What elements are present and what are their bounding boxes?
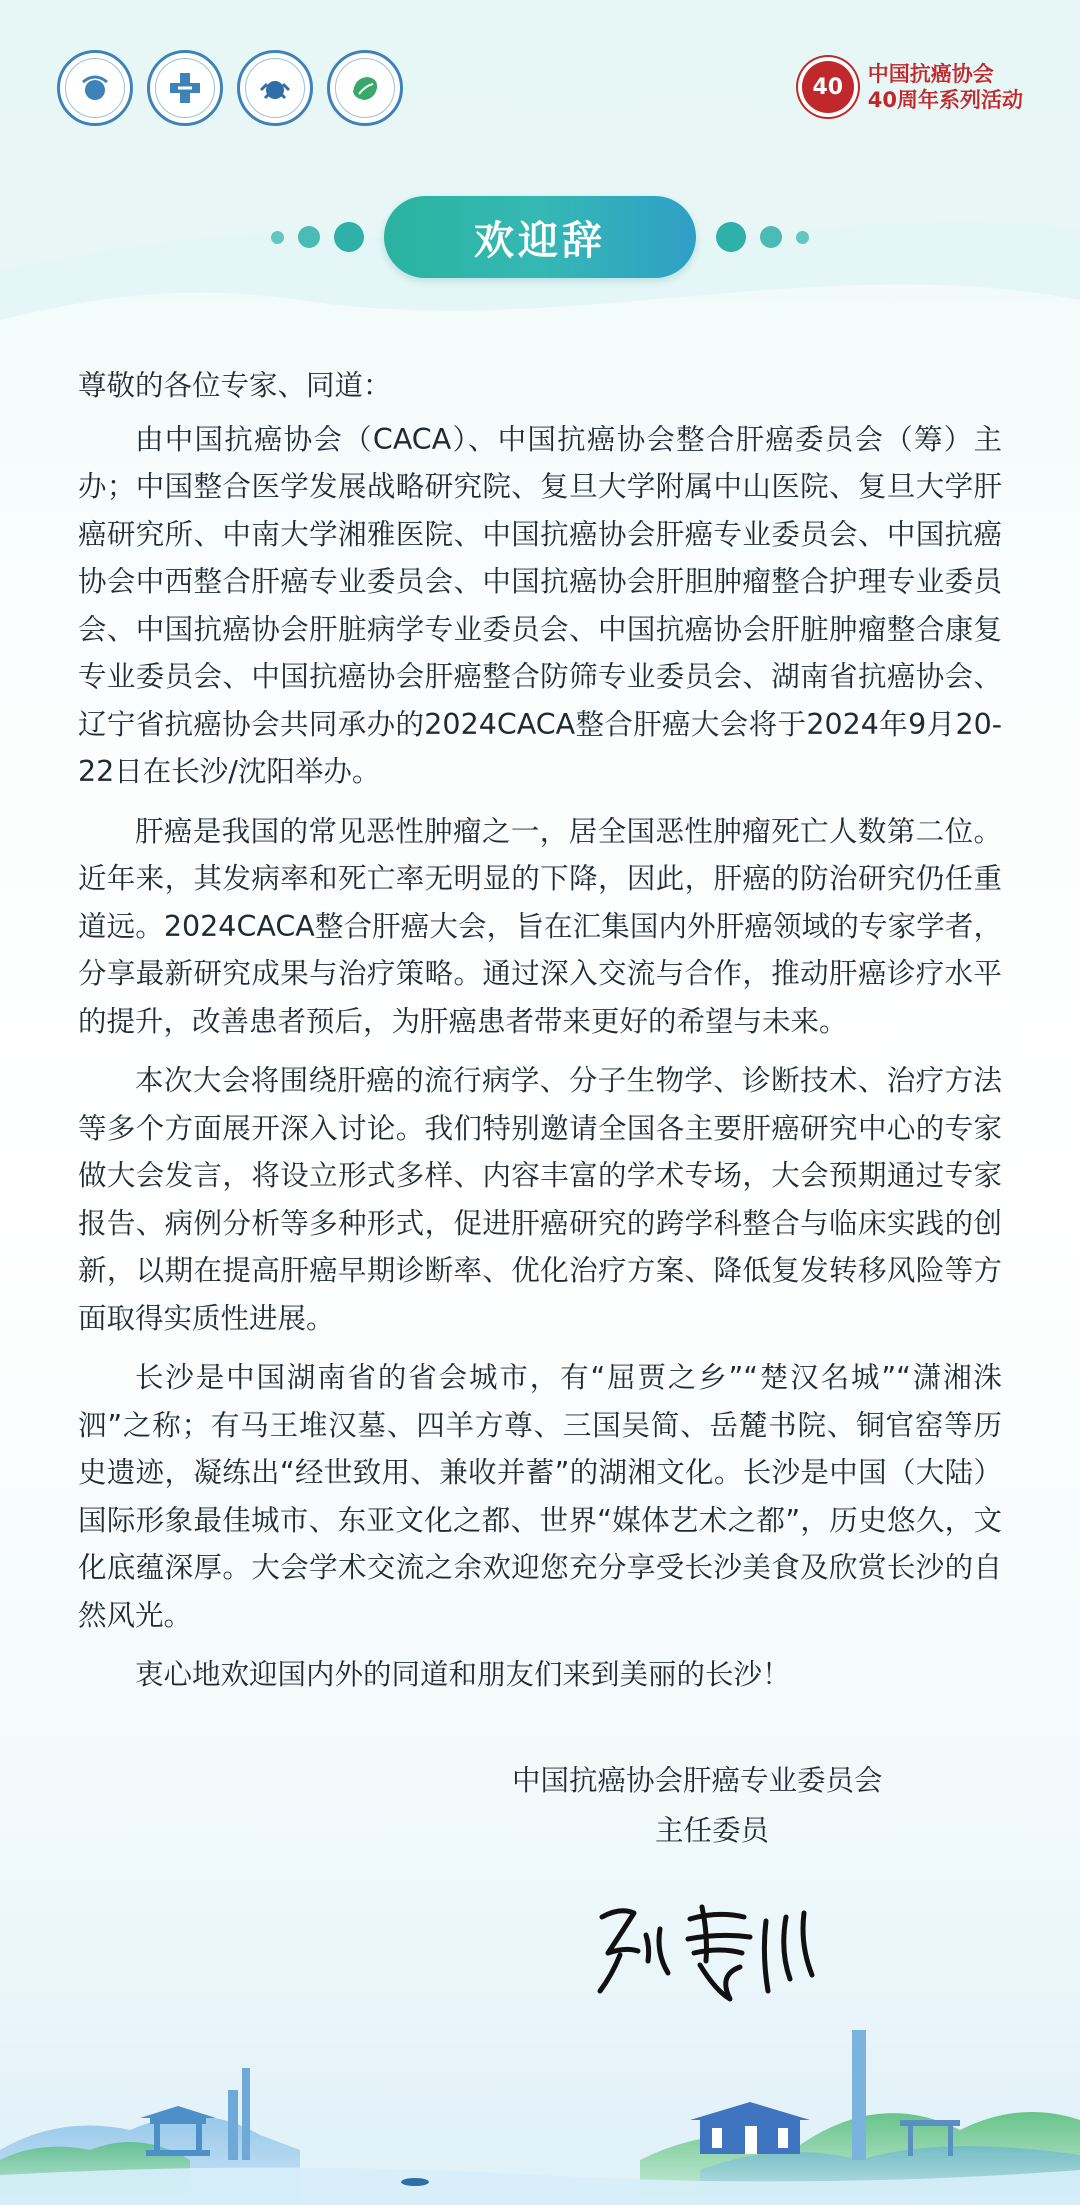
brand-line-2: 40周年系列活动 — [867, 88, 1023, 112]
province-map-emblem-icon — [327, 50, 403, 126]
caca-40th-anniversary-brand — [798, 57, 1023, 117]
society-emblem-3-icon — [237, 50, 313, 126]
title-dots-right — [716, 222, 809, 252]
paragraph-organizers: 由中国抗癌协会（CACA）、中国抗癌协会整合肝癌委员会（筹）主办；中国整合医学发展战略研究院、复旦大学附属中山医院、复旦大学肝癌研究所、中南大学湘雅医院、中国抗癌协会肝癌专业委员会、中国抗癌协会中西整合肝癌专业委员会、中国抗癌协会肝胆肿瘤整合护理专业委员会、中国抗癌协会肝脏病学专业委员会、中国抗癌协会肝脏肿瘤整合康复专业委员会、中国抗癌协会肝癌整合防筛专业委员会、湖南省抗癌协会、辽宁省抗癌协会共同承办的2024CACA整合肝癌大会将于2024年9月20-22日在长沙/沈阳举办。 — [78, 422, 1002, 788]
signer-organization: 中国抗癌协会肝癌专业委员会 — [512, 1764, 883, 1797]
partner-logos — [57, 50, 403, 126]
medical-cross-emblem-icon — [147, 50, 223, 126]
paragraph-changsha: 长沙是中国湖南省的省会城市，有“屈贾之乡”“楚汉名城”“潇湘洙泗”之称；有马王堆汉墓、四羊方尊、三国吴简、岳麓书院、铜官窑等历史遗迹，凝练出“经世致用、兼收并蓄”的湖湘文化。长沙是中国（大陆）国际形象最佳城市、东亚文化之都、世界“媒体艺术之都”，历史悠久，文化底蕴深厚。大会学术交流之余欢迎您充分享受长沙美食及欣赏长沙的自然风光。 — [78, 1361, 1002, 1632]
paragraph-background: 肝癌是我国的常见恶性肿瘤之一，居全国恶性肿瘤死亡人数第二位。近年来，其发病率和死亡率无明显的下降，因此，肝癌的防治研究仍任重道远。2024CACA整合肝癌大会，旨在汇集国内外肝癌领域的专家学者，分享最新研究成果与治疗策略。通过深入交流与合作，推动肝癌诊疗水平的提升，改善患者预后，为肝癌患者带来更好的希望与未来。 — [78, 814, 1002, 1038]
caca-seal-logo: 40 — [798, 57, 858, 117]
society-emblem-1-icon — [57, 50, 133, 126]
salutation: 尊敬的各位专家、同道： — [78, 369, 392, 402]
paragraph-closing: 衷心地欢迎国内外的同道和朋友们来到美丽的长沙！ — [135, 1658, 791, 1691]
title-banner — [0, 196, 1080, 278]
page-title: 欢迎辞 — [384, 196, 696, 278]
handwritten-signature-icon — [590, 1895, 840, 2005]
welcome-letter — [78, 362, 1002, 1711]
signature-block — [0, 1756, 1080, 1856]
changsha-scenery-illustration — [0, 2010, 1080, 2205]
paragraph-topics: 本次大会将围绕肝癌的流行病学、分子生物学、诊断技术、治疗方法等多个方面展开深入讨论。我们特别邀请全国各主要肝癌研究中心的专家做大会发言，将设立形式多样、内容丰富的学术专场，大会预期通过专家报告、病例分析等多种形式，促进肝癌研究的跨学科整合与临床实践的创新，以期在提高肝癌早期诊断率、优化治疗方案、降低复发转移风险等方面取得实质性进展。 — [78, 1064, 1002, 1335]
signer-role: 主任委员 — [655, 1814, 770, 1847]
brand-line-1: 中国抗癌协会 — [867, 62, 994, 86]
brand-text — [868, 61, 1023, 113]
title-dots-left — [271, 222, 364, 252]
